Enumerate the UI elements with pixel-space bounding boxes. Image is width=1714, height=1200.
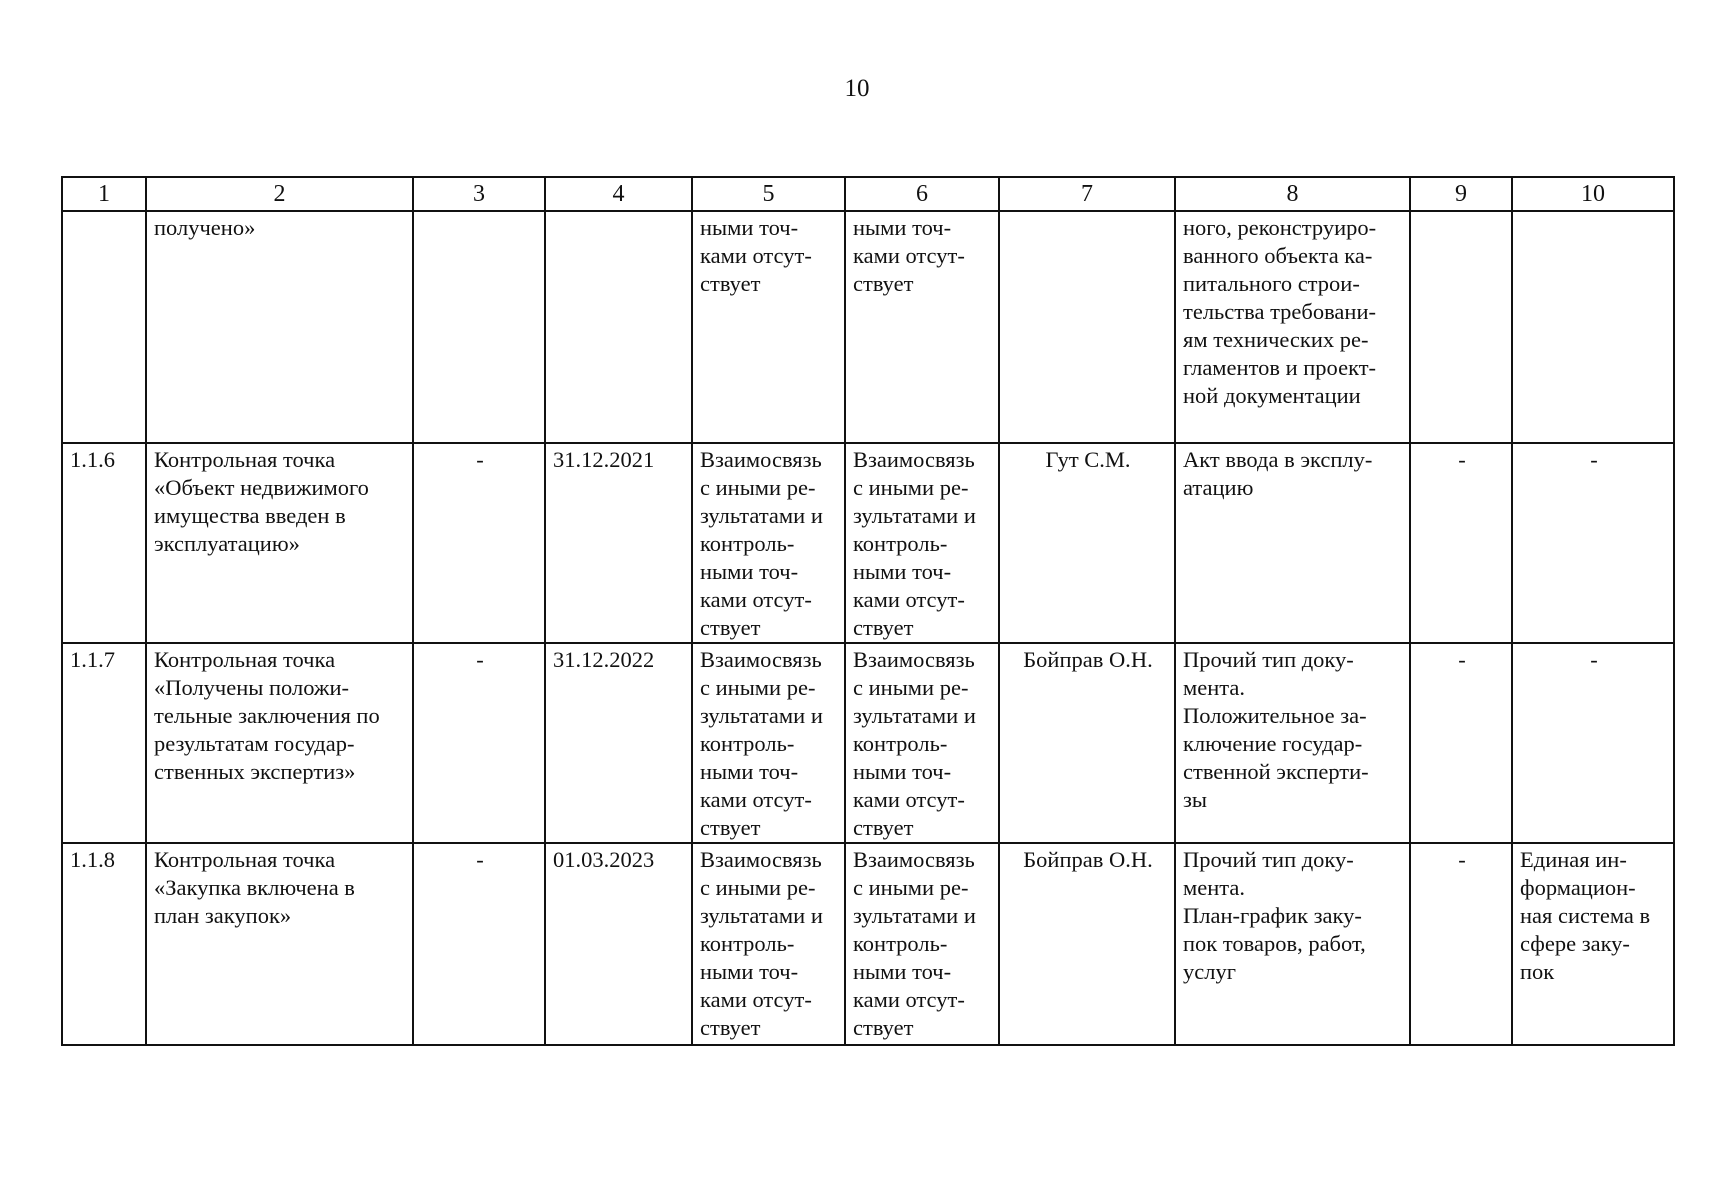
- cell-text: -: [476, 647, 484, 672]
- cell-text: Взаимосвязь с иными ре- зультатами и контроль- ными точ- ками отсут- ствует: [700, 447, 823, 640]
- row-number-cell: [62, 843, 146, 1045]
- column-header-7: 7: [999, 177, 1175, 211]
- cell-text: Гут С.М.: [1045, 447, 1131, 472]
- column-header-6: 6: [845, 177, 999, 211]
- cell-text: -: [1458, 447, 1466, 472]
- cell-text: Единая ин- формацион- ная система в сфере заку- пок: [1520, 847, 1651, 984]
- cell-text: [546, 212, 691, 214]
- col3-cell: [413, 443, 545, 643]
- cell-text: ными точ- ками отсут- ствует: [700, 215, 812, 296]
- col10-cell: [1512, 843, 1674, 1045]
- cell-text: Акт ввода в эксплу- атацию: [1183, 447, 1373, 500]
- cell-text: -: [476, 447, 484, 472]
- relation-cell: [845, 643, 999, 843]
- col3-cell: [413, 843, 545, 1045]
- column-header-1: 1: [62, 177, 146, 211]
- document-cell: [1175, 211, 1410, 443]
- cell-text: -: [1590, 647, 1598, 672]
- column-header-3: 3: [413, 177, 545, 211]
- column-header-9: 9: [1410, 177, 1512, 211]
- date-cell: [545, 643, 692, 843]
- cell-text: 31.12.2021: [553, 447, 655, 472]
- col10-cell: [1512, 211, 1674, 443]
- column-header-8: 8: [1175, 177, 1410, 211]
- cell-text: Взаимосвязь с иными ре- зультатами и контроль- ными точ- ками отсут- ствует: [700, 647, 823, 840]
- cell-text: ными точ- ками отсут- ствует: [853, 215, 965, 296]
- cell-text: Контрольная точка «Получены положи- тельные заключения по результатам государ- ственных экспертиз»: [154, 647, 380, 784]
- cell-text: -: [1458, 847, 1466, 872]
- row-number-cell: [62, 211, 146, 443]
- date-cell: [545, 443, 692, 643]
- cell-text: [1411, 212, 1511, 214]
- table-row-1-1-7: [62, 643, 1674, 843]
- cell-text: [1000, 212, 1174, 214]
- relation-cell: [692, 211, 845, 443]
- date-cell: [545, 843, 692, 1045]
- document-cell: [1175, 643, 1410, 843]
- cell-text: Прочий тип доку- мента. План-график заку- пок товаров, работ, услуг: [1183, 847, 1366, 984]
- col3-cell: [413, 211, 545, 443]
- control-points-table: [61, 176, 1675, 1046]
- cell-text: -: [476, 847, 484, 872]
- column-header-2: 2: [146, 177, 413, 211]
- relation-cell: [845, 443, 999, 643]
- cell-text: [1513, 212, 1673, 214]
- col10-cell: [1512, 443, 1674, 643]
- name-cell: [146, 843, 413, 1045]
- cell-text: Прочий тип доку- мента. Положительное за- ключение государ- ственной эксперти- зы: [1183, 647, 1369, 812]
- cell-text: получено»: [154, 215, 256, 240]
- responsible-cell: [999, 643, 1175, 843]
- cell-text: 01.03.2023: [553, 847, 655, 872]
- relation-cell: [692, 843, 845, 1045]
- column-header-4: 4: [545, 177, 692, 211]
- name-cell: [146, 211, 413, 443]
- cell-text: 1.1.7: [70, 647, 115, 672]
- col9-cell: [1410, 643, 1512, 843]
- cell-text: [414, 212, 544, 214]
- name-cell: [146, 643, 413, 843]
- cell-text: Взаимосвязь с иными ре- зультатами и контроль- ными точ- ками отсут- ствует: [853, 847, 976, 1040]
- table-row-1-1-6: [62, 443, 1674, 643]
- responsible-cell: [999, 443, 1175, 643]
- responsible-cell: [999, 211, 1175, 443]
- cell-text: Контрольная точка «Объект недвижимого имущества введен в эксплуатацию»: [154, 447, 369, 556]
- document-cell: [1175, 843, 1410, 1045]
- column-header-5: 5: [692, 177, 845, 211]
- cell-text: -: [1590, 447, 1598, 472]
- cell-text: Контрольная точка «Закупка включена в план закупок»: [154, 847, 355, 928]
- cell-text: 1.1.8: [70, 847, 115, 872]
- table-row-continuation: [62, 211, 1674, 443]
- relation-cell: [692, 443, 845, 643]
- document-cell: [1175, 443, 1410, 643]
- date-cell: [545, 211, 692, 443]
- cell-text: ного, реконструиро- ванного объекта ка- питального строи- тельства требовани- ям технических ре- гламентов и проект- ной документации: [1183, 215, 1377, 408]
- cell-text: -: [1458, 647, 1466, 672]
- relation-cell: [845, 843, 999, 1045]
- cell-text: Взаимосвязь с иными ре- зультатами и контроль- ными точ- ками отсут- ствует: [853, 447, 976, 640]
- col9-cell: [1410, 843, 1512, 1045]
- page-number: 10: [844, 75, 870, 102]
- cell-text: [63, 212, 145, 214]
- cell-text: Взаимосвязь с иными ре- зультатами и контроль- ными точ- ками отсут- ствует: [700, 847, 823, 1040]
- cell-text: Взаимосвязь с иными ре- зультатами и контроль- ными точ- ками отсут- ствует: [853, 647, 976, 840]
- cell-text: Бойправ О.Н.: [1023, 647, 1153, 672]
- cell-text: 31.12.2022: [553, 647, 655, 672]
- row-number-cell: [62, 443, 146, 643]
- row-number-cell: [62, 643, 146, 843]
- column-header-10: 10: [1512, 177, 1674, 211]
- relation-cell: [845, 211, 999, 443]
- col9-cell: [1410, 443, 1512, 643]
- responsible-cell: [999, 843, 1175, 1045]
- col9-cell: [1410, 211, 1512, 443]
- col3-cell: [413, 643, 545, 843]
- cell-text: Бойправ О.Н.: [1023, 847, 1153, 872]
- relation-cell: [692, 643, 845, 843]
- name-cell: [146, 443, 413, 643]
- table-header-row: [62, 177, 1674, 211]
- col10-cell: [1512, 643, 1674, 843]
- table-row-1-1-8: [62, 843, 1674, 1045]
- cell-text: 1.1.6: [70, 447, 115, 472]
